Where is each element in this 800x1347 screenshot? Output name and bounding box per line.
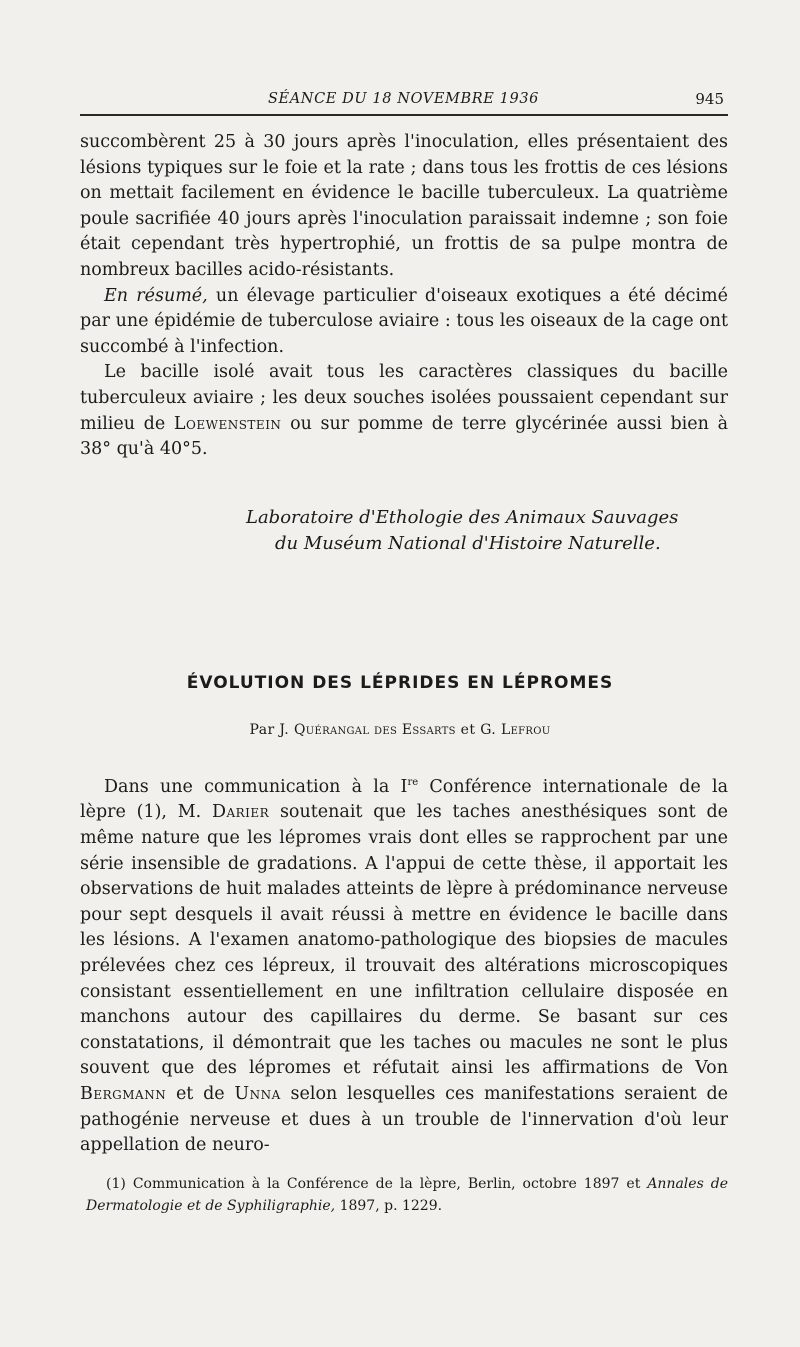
author-name: Unna [234,1083,281,1104]
affiliation-line: Laboratoire d'Ethologie des Animaux Sauvages [246,507,679,528]
byline: Par J. Quérangal des Essarts et G. Lefrou [249,722,551,738]
emphasis-lead: En résumé, [104,285,208,306]
affiliation-line: du Muséum National d'Histoire Naturelle. [275,533,661,554]
author-name: Darier [211,802,270,823]
author-name: Bergmann [80,1083,167,1104]
author-name: Lefrou [500,722,551,738]
article-body [80,770,728,1159]
author-name: Loewenstein [173,413,282,434]
author-name: Quérangal des Essarts [294,722,456,738]
running-title: SÉANCE DU 18 NOVEMBRE 1936 [268,91,539,107]
journal-title: Annales de Dermatologie et de Syphiligraphie, [86,1176,728,1214]
page-number: 945 [695,90,724,108]
superscript: re [407,777,419,788]
paragraph: En résumé, un élevage particulier d'oiseaux exotiques a été décimé par une épidémie de tuberculose aviaire : tous les oiseaux de la cage ont succombé à l'infection. [80,285,728,357]
article-title: ÉVOLUTION DES LÉPRIDES EN LÉPROMES [186,673,614,693]
running-head [80,88,728,116]
previous-article-text [80,130,728,463]
paragraph: Le bacille isolé avait tous les caractères classiques du bacille tuberculeux aviaire ; les deux souches isolées poussaient cependant sur milieu de Loewenstein ou sur pomme de terre glycérinée aussi bien à 38° qu'à 40°5. [80,362,728,460]
paragraph: succombèrent 25 à 30 jours après l'inoculation, elles présentaient des lésions typiques sur le foie et la rate ; dans tous les frottis de ces lésions on mettait facilement en évidence le bacille tuberculeux. La quatrième poule sacrifiée 40 jours après l'inoculation paraissait indemne ; son foie était cependant très hypertrophié, un frottis de sa pulpe montra de nombreux bacilles acido-résistants. [80,132,728,280]
footnote: (1) Communication à la Conférence de la lèpre, Berlin, octobre 1897 et Annales de Dermatologie et de Syphiligraphie, 1897, p. 1229. [86,1176,728,1214]
paragraph: Dans une communication à la Ire Conférence internationale de la lèpre (1), M. Darier soutenait que les taches anesthésiques sont de même nature que les lépromes vrais dont elles se rapprochent par une série insensible de gradations. A l'appui de cette thèse, il apportait les observations de huit malades atteints de lèpre à prédominance nerveuse pour sept desquels il avait réussi à mettre en évidence le bacille dans les lésions. A l'examen anatomo-pathologique des biopsies de macules prélevées chez ces lépreux, il trouvait des altérations microscopiques consistant essentiellement en une infiltration cellulaire disposée en manchons autour des capillaires du derme. Se basant sur ces constatations, il démontrait que les taches ou macules ne sont le plus souvent que des lépromes et réfutait ainsi les affirmations de Von Bergmann et de Unna selon lesquelles ces manifestations seraient de pathogénie nerveuse et dues à un trouble de l'innervation d'où leur appellation de neuro- [80,776,729,1156]
